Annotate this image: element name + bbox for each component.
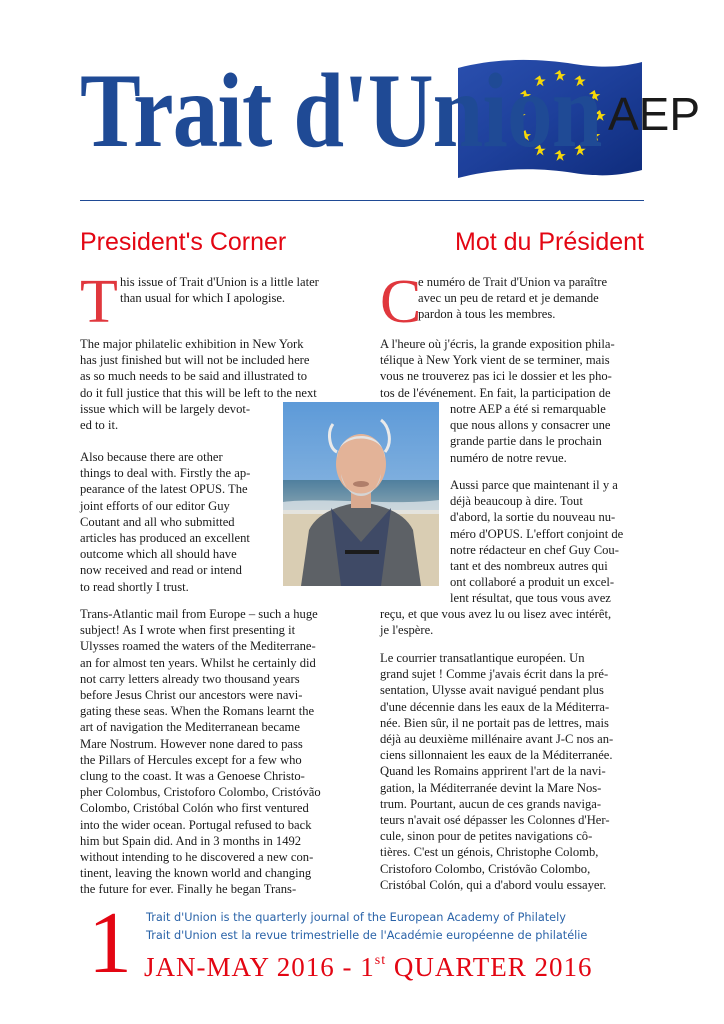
paragraph-fr-2a: Aussi parce que maintenant il y a déjà beaucoup à dire. Tout d'abord, la sortie du nouveau nu- méro d'OPUS. L'effort conjoint de notre rédacteur en chef Guy Cou- tant et des nombreux autres qui ont collaboré a produit un excel- lent résultat, que tous vous avez <box>450 478 624 606</box>
paragraph-en-1b: issue which will be largely devot- ed to it. <box>80 402 251 433</box>
issue-date <box>144 952 593 983</box>
aep-logo-text: AEP <box>608 88 701 140</box>
masthead-rule <box>80 200 644 201</box>
intro-fr: e numéro de Trait d'Union va paraître avec un peu de retard et je demande pardon à tous les membres. <box>418 275 608 322</box>
heading-mot-du-president: Mot du Président <box>455 228 644 256</box>
issue-number: 1 <box>88 895 132 992</box>
footer-description-fr: Trait d'Union est la revue trimestrielle de l'Académie européenne de philatélie <box>146 929 588 942</box>
intro-en: his issue of Trait d'Union is a little later than usual for which I apologise. <box>120 275 319 306</box>
aep-logo <box>608 82 704 142</box>
heading-presidents-corner: President's Corner <box>80 228 287 256</box>
paragraph-fr-3: Le courrier transatlantique européen. Un grand sujet ! Comme j'avais écrit dans la pré- sentation, Ulysse avait navigué pendant plus d'une décennie dans les eaux de la Méditerra- née. Bien sûr, il ne portait pas de lettres, mais déjà au deuxième millénaire avant J-C nos an- ciens sillonnaient les eaux de la Méditerranée. Quand les Romains apprirent l'art de la navi- gation, la Méditerranée devint la Mare Nos- trum. Pourtant, aucun de ces grands naviga- teurs n'avait osé dépasser les Colonnes d'Her- cule, sinon pour de petites navigations cô- tières. C'est un génois, Christophe Colomb, Cristoforo Colombo, Cristóvão Colombo, Cristóbal Colón, qui a d'abord voulu essayer. <box>380 651 614 892</box>
paragraph-fr-1a: A l'heure où j'écris, la grande exposition phila- télique à New York vient de se terminer, mais vous ne trouverez pas ici le dossier et les pho- tos de l'événement. En fait, la participation de <box>380 337 615 400</box>
paragraph-fr-2b: reçu, et que vous avez lu ou lisez avec intérêt, je l'espère. <box>380 607 612 638</box>
issue-date-prefix: JAN-MAY 2016 - 1 <box>144 952 375 982</box>
paragraph-en-3: Trans-Atlantic mail from Europe – such a huge subject! As I wrote when first presenting it Ulysses roamed the waters of the Mediterrane- an for almost ten years. Whilst he certainly did not carry letters already two thousand years before Jesus Christ our ancestors were navi- gating these seas. When the Romans learnt the art of navigation the Mediterranean became Mare Nostrum. However none dared to pass the Pillars of Hercules except for a few who clung to the coast. It was a Genoese Christo- pher Colombus, Cristoforo Colombo, Cristóvão Colombo, Cristóbal Colón who first ventured into the wider ocean. Portugal refused to back him but Spain did. And in 3 months in 1492 without intending to he discovered a new con- tinent, leaving the known world and changing the future for ever. Finally he began Trans- <box>80 607 321 897</box>
footer-description-en: Trait d'Union is the quarterly journal of the European Academy of Philately <box>146 911 566 924</box>
dropcap-fr: C <box>380 268 422 336</box>
dropcap-en: T <box>80 268 118 336</box>
issue-date-sup: st <box>374 953 387 968</box>
paragraph-en-1a: The major philatelic exhibition in New York has just finished but will not be included here as so much needs to be said and illustrated to do it full justice that this will be left to the next <box>80 337 317 400</box>
president-photo <box>283 402 439 586</box>
paragraph-fr-1b: notre AEP a été si remarquable que nous allons y consacrer une grande partie dans le prochain numéro de notre revue. <box>450 402 611 465</box>
paragraph-en-2: Also because there are other things to deal with. Firstly the ap- pearance of the latest OPUS. The joint efforts of our editor Guy Coutant and all who submitted articles has produced an excellent outcome which all should have now received and read or intend to read shortly I trust. <box>80 450 251 594</box>
masthead-title: Trait d'Union <box>80 52 602 169</box>
issue-date-suffix: QUARTER 2016 <box>386 952 593 982</box>
